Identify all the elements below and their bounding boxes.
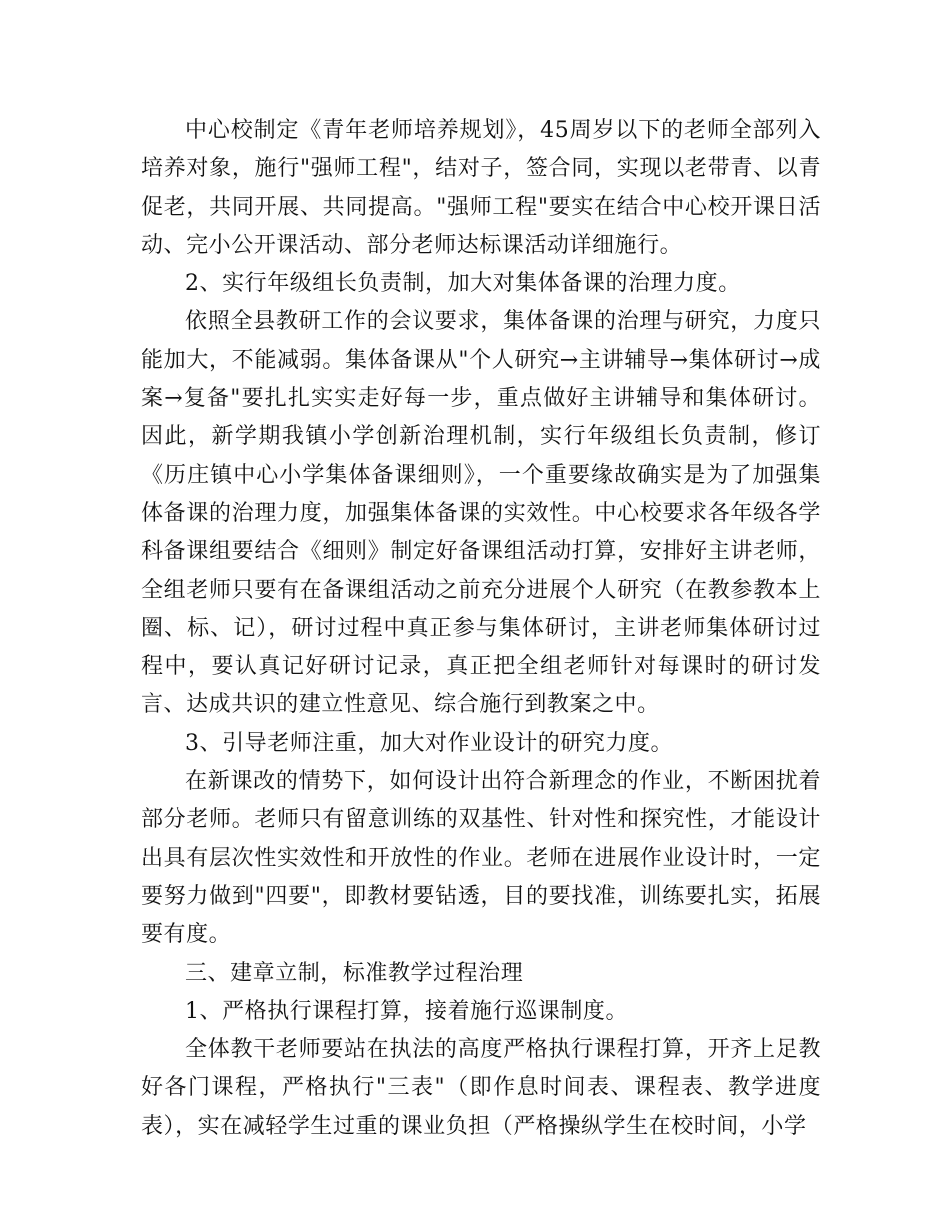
heading-grade-leader-responsibility: 2、实行年级组长负责制，加大对集体备课的治理力度。 (185, 271, 741, 297)
document-page (141, 112, 821, 1146)
section-heading-teaching-process: 三、建章立制，标准教学过程治理 (185, 960, 524, 986)
heading-curriculum-plan: 1、严格执行课程打算，接着施行巡课制度。 (185, 998, 628, 1024)
paragraph-collective-lesson-prep: 依照全县教研工作的会议要求，集体备课的治理与研究，力度只能加大，不能减弱。集体备课从"个人研究→主讲辅导→集体研讨→成案→复备"要扎扎实实走好每一步，重点做好主讲辅导和集体研讨。因此，新学期我镇小学创新治理机制，实行年级组长负责制，修订《历庄镇中心小学集体备课细则》，一个重要缘故确实是为了加强集体备课的治理力度，加强集体备课的实效性。中心校要求各年级各学科备课组要结合《细则》制定好备课组活动打算，安排好主讲老师，全组老师只要有在备课组活动之前充分进展个人研究（在教参教本上圈、标、记），研讨过程中真正参与集体研讨，主讲老师集体研讨过程中，要认真记好研讨记录，真正把全组老师针对每课时的研讨发言、达成共识的建立性意见、综合施行到教案之中。 (141, 309, 821, 718)
paragraph-homework-design: 在新课改的情势下，如何设计出符合新理念的作业，不断困扰着部分老师。老师只有留意训练的双基性、针对性和探究性，才能设计出具有层次性实效性和开放性的作业。老师在进展作业设计时，一定要努力做到"四要"，即教材要钻透，目的要找准，训练要扎实，拓展要有度。 (141, 769, 821, 948)
paragraph-curriculum-plan: 全体教干老师要站在执法的高度严格执行课程打算，开齐上足教好各门课程，严格执行"三表"（即作息时间表、课程表、教学进度表），实在减轻学生过重的课业负担（严格操纵学生在校时间，小学 (141, 1037, 821, 1139)
heading-homework-design: 3、引导老师注重，加大对作业设计的研究力度。 (185, 730, 674, 756)
paragraph-strong-teacher-project: 中心校制定《青年老师培养规划》，45周岁以下的老师全部列入培养对象，施行"强师工程"，结对子，签合同，实现以老带青、以青促老，共同开展、共同提高。"强师工程"要实在结合中心校开课日活动、完小公开课活动、部分老师达标课活动详细施行。 (141, 118, 821, 258)
